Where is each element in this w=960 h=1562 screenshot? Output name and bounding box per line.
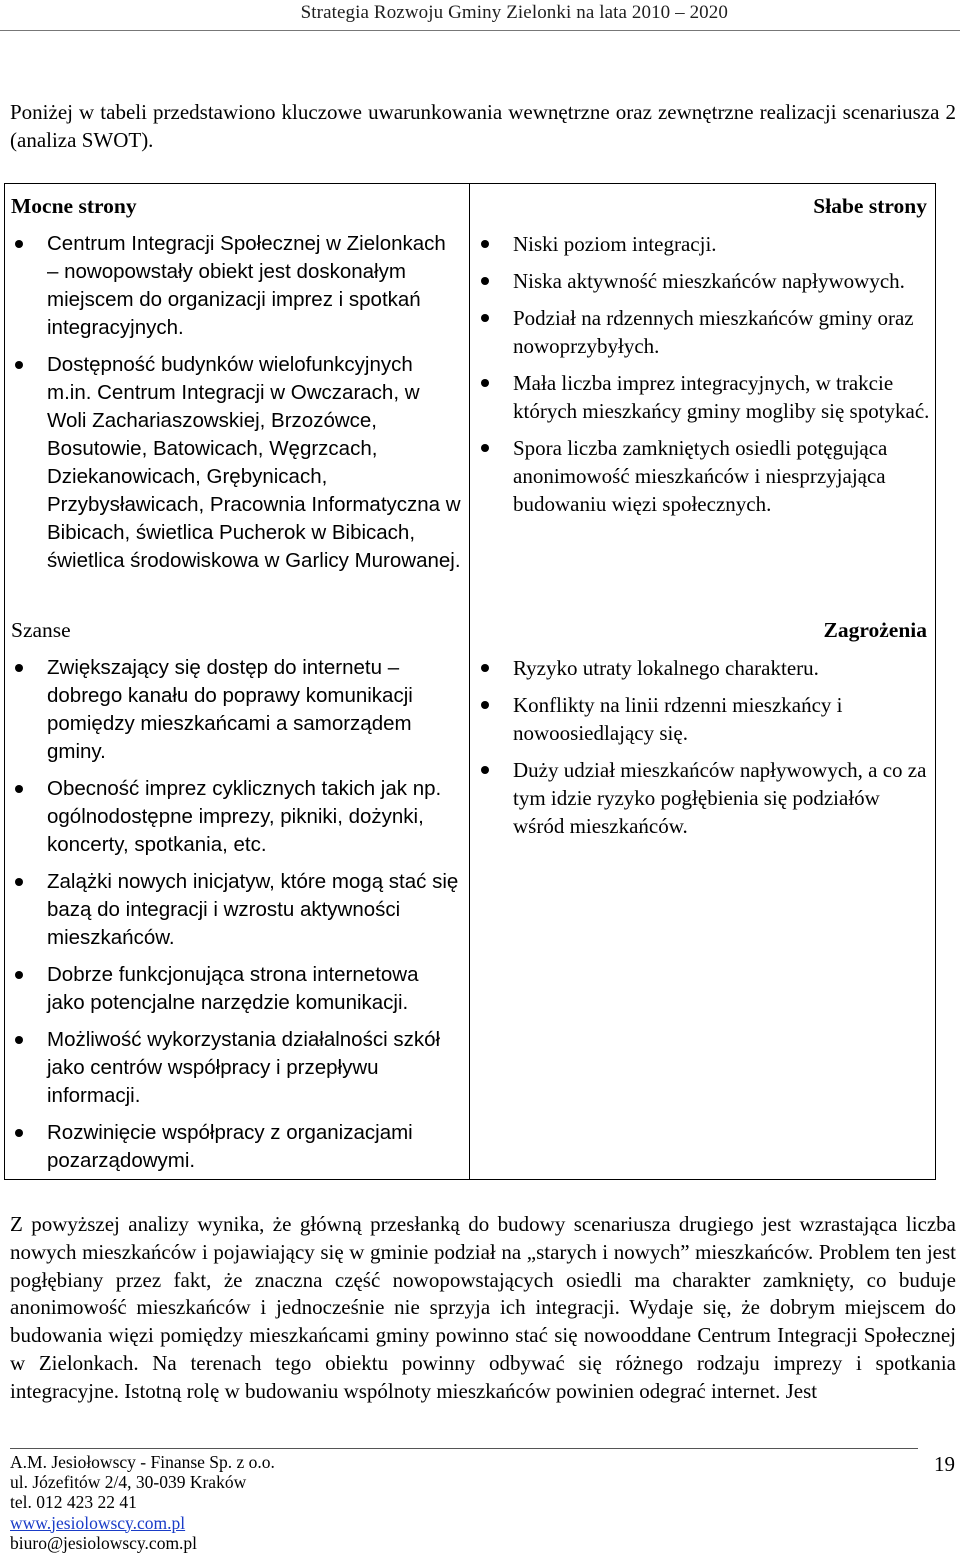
conclusion-paragraph: Z powyższej analizy wynika, że główną przesłanką do budowy scenariusza drugiego jest wzrastająca liczba nowych mieszkańców i pojawiający się w gminie podział na „starych i nowych” mieszkańców. Problem ten jest pogłębiany przez fakt, że znaczna część nowopowstających osiedli ma charakter zamknięty, co buduje anonimowość mieszkańców i jednocześnie nie sprzyja ich integracji. Wydaje się, że dobrym miejscem do budowania więzi pomiędzy mieszkańcami gminy powinno stać się nowooddane Centrum Integracji Społecznej w Zielonkach. Na terenach tego obiektu powinny odbywać się różnego rodzaju imprezy i spotkania integracyjne. Istotną rolę w budowaniu wspólnoty mieszkańców powinien odegrać internet. Jest <box>10 1212 956 1403</box>
document-header-title: Strategia Rozwoju Gminy Zielonki na lata 2010 – 2020 <box>300 2 728 23</box>
page-number: 19 <box>934 1452 955 1476</box>
list-item: Spora liczba zamkniętych osiedli potęgująca anonimowość mieszkańców i niesprzyjająca budowaniu więzi społecznych. <box>471 434 931 518</box>
list-item: Mała liczba imprez integracyjnych, w trakcie których mieszkańcy gminy mogliby się spotykać. <box>471 369 931 425</box>
list-item: Ryzyko utraty lokalnego charakteru. <box>471 654 931 682</box>
opportunities-title: Szanse <box>11 618 71 642</box>
threats-title: Zagrożenia <box>823 618 927 642</box>
list-item: Dobrze funkcjonująca strona internetowa jako potencjalne narzędzie komunikacji. <box>5 961 461 1017</box>
footer-company: A.M. Jesiołowscy - Finanse Sp. z o.o. <box>10 1452 275 1472</box>
list-item: Zalążki nowych inicjatyw, które mogą stać się bazą do integracji i wzrostu aktywności mieszkańców. <box>5 868 461 952</box>
list-item: Obecność imprez cyklicznych takich jak np. ogólnodostępne imprezy, pikniki, dożynki, koncerty, spotkania, etc. <box>5 775 461 859</box>
strengths-section <box>5 230 461 584</box>
footer-phone: tel. 012 423 22 41 <box>10 1492 137 1513</box>
footer-address: ul. Józefitów 2/4, 30-039 Kraków <box>10 1472 247 1493</box>
weaknesses-title: Słabe strony <box>813 194 927 218</box>
footer-website-link[interactable]: www.jesiolowscy.com.pl <box>10 1512 186 1533</box>
list-item: Możliwość wykorzystania działalności szkół jako centrów współpracy i przepływu informacji. <box>5 1026 461 1110</box>
footer-contact <box>10 1452 275 1553</box>
list-item: Konflikty na linii rdzenni mieszkańcy i nowoosiedlający się. <box>471 691 931 747</box>
list-item: Centrum Integracji Społecznej w Zielonkach – nowopowstały obiekt jest doskonałym miejscem do organizacji imprez i spotkań integracyjnych. <box>5 230 461 342</box>
list-item: Duży udział mieszkańców napływowych, a co za tym idzie ryzyko pogłębienia się podziałów wśród mieszkańców. <box>471 756 931 840</box>
footer-divider <box>10 1448 918 1449</box>
swot-table <box>4 183 936 1180</box>
list-item: Niski poziom integracji. <box>471 230 931 258</box>
header-divider <box>0 30 960 31</box>
strengths-title: Mocne strony <box>11 194 137 218</box>
intro-paragraph: Poniżej w tabeli przedstawiono kluczowe uwarunkowania wewnętrzne oraz zewnętrzne realizacji scenariusza 2 (analiza SWOT). <box>10 100 956 152</box>
threats-section <box>471 654 931 849</box>
list-item: Niska aktywność mieszkańców napływowych. <box>471 267 931 295</box>
weaknesses-section <box>471 230 931 527</box>
swot-column-divider <box>469 184 470 1179</box>
footer-email: biuro@jesiolowscy.com.pl <box>10 1532 198 1553</box>
list-item: Zwiększający się dostęp do internetu – dobrego kanału do poprawy komunikacji pomiędzy mieszkańcami a samorządem gminy. <box>5 654 461 766</box>
list-item: Podział na rdzennych mieszkańców gminy oraz nowoprzybyłych. <box>471 304 931 360</box>
opportunities-section <box>5 654 461 1184</box>
list-item: Rozwinięcie współpracy z organizacjami pozarządowymi. <box>5 1119 461 1175</box>
list-item: Dostępność budynków wielofunkcyjnych m.in. Centrum Integracji w Owczarach, w Woli Zachariaszowskiej, Brzozówce, Bosutowie, Batowicach, Węgrzcach, Dziekanowicach, Grębynicach, Przybysławicach, Pracownia Informatyczna w Bibicach, świetlica Pucherok w Bibicach, świetlica środowiskowa w Garlicy Murowanej. <box>5 351 461 575</box>
